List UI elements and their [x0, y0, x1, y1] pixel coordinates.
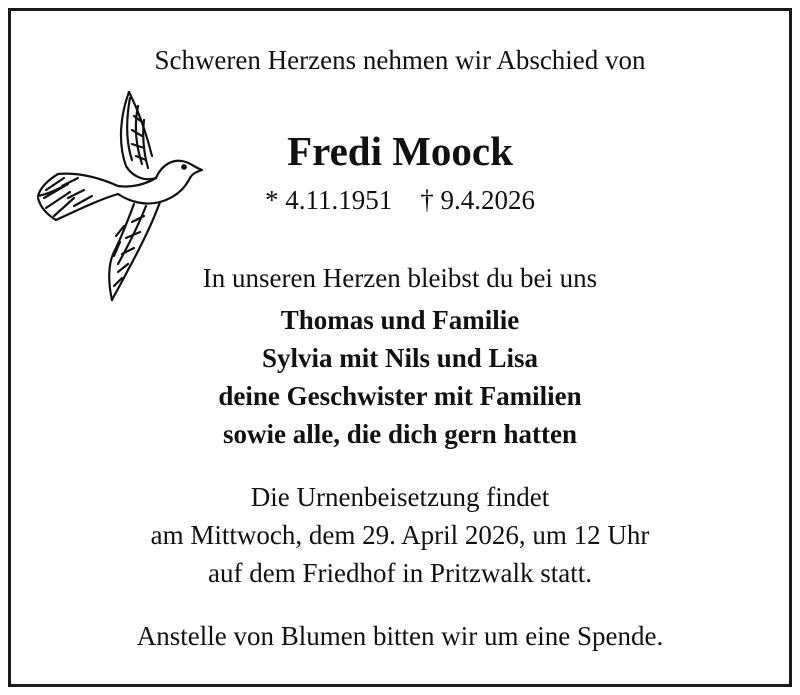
funeral-line: auf dem Friedhof in Pritzwalk statt.: [208, 558, 592, 588]
mourner-line: deine Geschwister mit Familien: [218, 381, 582, 411]
funeral-line: am Mittwoch, dem 29. April 2026, um 12 Uhr: [150, 520, 650, 550]
mourner-line: Sylvia mit Nils und Lisa: [261, 343, 539, 373]
life-dates: [0, 187, 800, 214]
deceased-name: Fredi Moock: [287, 128, 513, 174]
mourner-line: sowie alle, die dich gern hatten: [223, 419, 577, 449]
intro-line: Schweren Herzens nehmen wir Abschied von: [154, 45, 646, 75]
birth-date: * 4.11.1951: [265, 185, 393, 215]
remembrance-phrase: In unseren Herzen bleibst du bei uns: [202, 263, 598, 293]
donation-note: Anstelle von Blumen bitten wir um eine Spende.: [136, 621, 664, 651]
death-date: † 9.4.2026: [420, 185, 535, 215]
funeral-line: Die Urnenbeisetzung findet: [250, 482, 550, 512]
mourner-line: Thomas und Familie: [280, 305, 520, 335]
